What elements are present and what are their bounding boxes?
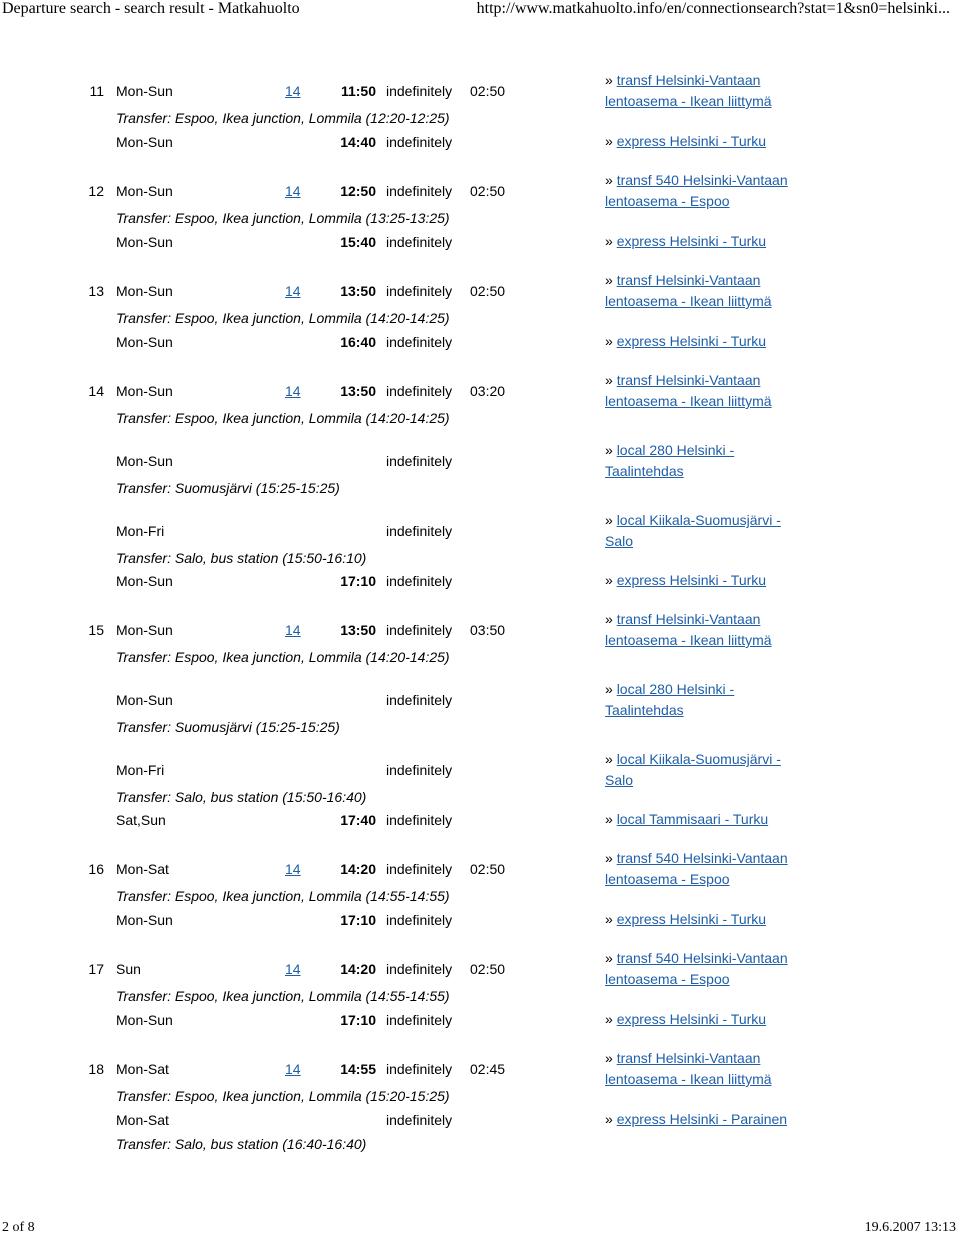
connection-number: 12 — [88, 183, 104, 199]
departure-time: 17:10 — [340, 1012, 376, 1028]
transfer-note: Transfer: Espoo, Ikea junction, Lommila (12:20-12:25) — [116, 110, 450, 126]
validity: indefinitely — [386, 573, 453, 589]
destination-cell — [605, 749, 781, 791]
destination-link[interactable]: express Helsinki - Turku — [616, 333, 767, 349]
travel-duration: 02:50 — [470, 961, 506, 977]
operating-days: Mon-Sat — [116, 1061, 169, 1077]
destination-link[interactable]: transf 540 Helsinki-Vantaan — [616, 172, 788, 188]
validity: indefinitely — [386, 453, 453, 469]
destination-link[interactable]: transf Helsinki-Vantaan — [616, 1050, 761, 1066]
destination-cell — [605, 909, 766, 930]
raquo-icon: » — [605, 850, 617, 866]
transfer-note: Transfer: Espoo, Ikea junction, Lommila (14:20-14:25) — [116, 310, 450, 326]
transfer-note: Transfer: Espoo, Ikea junction, Lommila (14:55-14:55) — [116, 888, 450, 904]
destination-link-continued[interactable]: lentoasema - Espoo — [605, 871, 730, 887]
operating-days: Mon-Sat — [116, 861, 169, 877]
validity: indefinitely — [386, 234, 453, 250]
validity: indefinitely — [386, 861, 453, 877]
validity: indefinitely — [386, 283, 453, 299]
travel-duration: 02:45 — [470, 1061, 506, 1077]
validity: indefinitely — [386, 961, 453, 977]
validity: indefinitely — [386, 1061, 453, 1077]
validity: indefinitely — [386, 1112, 453, 1128]
raquo-icon: » — [605, 611, 617, 627]
operating-days: Mon-Sun — [116, 83, 173, 99]
raquo-icon: » — [605, 72, 617, 88]
validity: indefinitely — [386, 912, 453, 928]
destination-link-continued[interactable]: lentoasema - Espoo — [605, 193, 730, 209]
raquo-icon: » — [605, 1111, 617, 1127]
operating-days: Mon-Sun — [116, 573, 173, 589]
raquo-icon: » — [605, 512, 617, 528]
destination-link[interactable]: express Helsinki - Turku — [616, 572, 767, 588]
destination-cell — [605, 131, 766, 152]
departure-time: 12:50 — [340, 183, 376, 199]
destination-link-continued[interactable]: Taalintehdas — [605, 463, 684, 479]
destination-link[interactable]: transf Helsinki-Vantaan — [616, 611, 761, 627]
destination-cell — [605, 948, 788, 990]
operating-days: Mon-Sun — [116, 622, 173, 638]
connection-number: 18 — [88, 1061, 104, 1077]
destination-link[interactable]: express Helsinki - Turku — [616, 133, 767, 149]
raquo-icon: » — [605, 811, 617, 827]
operating-days: Mon-Sun — [116, 283, 173, 299]
travel-duration: 02:50 — [470, 83, 506, 99]
departure-time: 15:40 — [340, 234, 376, 250]
transfer-note: Transfer: Espoo, Ikea junction, Lommila (14:55-14:55) — [116, 988, 450, 1004]
operating-days: Mon-Fri — [116, 523, 165, 539]
route-link[interactable]: 14 — [285, 183, 301, 199]
destination-link-continued[interactable]: lentoasema - Ikean liittymä — [605, 393, 772, 409]
departure-time: 14:55 — [340, 1061, 376, 1077]
departure-time: 14:20 — [340, 961, 376, 977]
departure-time: 14:40 — [340, 134, 376, 150]
departure-time: 13:50 — [340, 383, 376, 399]
departure-time: 11:50 — [340, 83, 376, 99]
raquo-icon: » — [605, 372, 617, 388]
transfer-note: Transfer: Espoo, Ikea junction, Lommila (15:20-15:25) — [116, 1088, 450, 1104]
destination-link[interactable]: local Kiikala-Suomusjärvi - — [616, 751, 781, 767]
destination-cell — [605, 1009, 766, 1030]
destination-link-continued[interactable]: Salo — [605, 772, 634, 788]
operating-days: Mon-Sun — [116, 692, 173, 708]
validity: indefinitely — [386, 762, 453, 778]
transfer-note: Transfer: Salo, bus station (15:50-16:40) — [116, 789, 367, 805]
destination-cell — [605, 231, 766, 252]
raquo-icon: » — [605, 233, 617, 249]
print-header — [0, 0, 960, 22]
operating-days: Sat,Sun — [116, 812, 166, 828]
transfer-note: Transfer: Suomusjärvi (15:25-15:25) — [116, 719, 340, 735]
destination-cell — [605, 510, 781, 552]
raquo-icon: » — [605, 1050, 617, 1066]
transfer-note: Transfer: Salo, bus station (16:40-16:40) — [116, 1136, 367, 1152]
operating-days: Mon-Sun — [116, 134, 173, 150]
route-link[interactable]: 14 — [285, 861, 301, 877]
transfer-note: Transfer: Suomusjärvi (15:25-15:25) — [116, 480, 340, 496]
route-link[interactable]: 14 — [285, 383, 301, 399]
connection-number: 15 — [88, 622, 104, 638]
destination-link-continued[interactable]: lentoasema - Ikean liittymä — [605, 1071, 772, 1087]
travel-duration: 02:50 — [470, 283, 506, 299]
departure-time: 13:50 — [340, 622, 376, 638]
transfer-note: Transfer: Espoo, Ikea junction, Lommila (14:20-14:25) — [116, 649, 450, 665]
destination-link[interactable]: express Helsinki - Turku — [616, 1011, 767, 1027]
operating-days: Mon-Sun — [116, 234, 173, 250]
destination-link[interactable]: transf 540 Helsinki-Vantaan — [616, 850, 788, 866]
route-link[interactable]: 14 — [285, 1061, 301, 1077]
print-footer — [0, 1220, 960, 1238]
operating-days: Mon-Sun — [116, 383, 173, 399]
destination-link-continued[interactable]: lentoasema - Ikean liittymä — [605, 632, 772, 648]
raquo-icon: » — [605, 272, 617, 288]
page-title: Departure search - search result - Matkahuolto — [2, 0, 300, 17]
destination-link[interactable]: transf Helsinki-Vantaan — [616, 72, 761, 88]
raquo-icon: » — [605, 681, 617, 697]
travel-duration: 02:50 — [470, 183, 506, 199]
operating-days: Mon-Sun — [116, 183, 173, 199]
destination-cell — [605, 331, 766, 352]
operating-days: Mon-Sat — [116, 1112, 169, 1128]
raquo-icon: » — [605, 751, 617, 767]
destination-cell — [605, 170, 788, 212]
destination-link[interactable]: express Helsinki - Turku — [616, 233, 767, 249]
destination-link-continued[interactable]: Taalintehdas — [605, 702, 684, 718]
transfer-note: Transfer: Espoo, Ikea junction, Lommila (13:25-13:25) — [116, 210, 450, 226]
page-number: 2 of 8 — [2, 1220, 35, 1235]
validity: indefinitely — [386, 1012, 453, 1028]
departure-time: 17:10 — [340, 573, 376, 589]
raquo-icon: » — [605, 572, 617, 588]
print-datetime: 19.6.2007 13:13 — [864, 1220, 956, 1235]
destination-cell — [605, 809, 768, 830]
destination-link[interactable]: local Tammisaari - Turku — [616, 811, 769, 827]
destination-cell — [605, 1109, 787, 1130]
validity: indefinitely — [386, 334, 453, 350]
route-link[interactable]: 14 — [285, 83, 301, 99]
connection-number: 13 — [88, 283, 104, 299]
destination-link-continued[interactable]: Salo — [605, 533, 634, 549]
departure-time: 13:50 — [340, 283, 376, 299]
operating-days: Mon-Sun — [116, 453, 173, 469]
validity: indefinitely — [386, 183, 453, 199]
departure-time: 17:40 — [340, 812, 376, 828]
connection-number: 17 — [88, 961, 104, 977]
destination-cell — [605, 848, 788, 890]
validity: indefinitely — [386, 622, 453, 638]
route-link[interactable]: 14 — [285, 622, 301, 638]
travel-duration: 03:20 — [470, 383, 506, 399]
destination-link[interactable]: transf 540 Helsinki-Vantaan — [616, 950, 788, 966]
connection-number: 11 — [89, 83, 104, 99]
raquo-icon: » — [605, 133, 617, 149]
connection-number: 14 — [88, 383, 104, 399]
destination-link-continued[interactable]: lentoasema - Espoo — [605, 971, 730, 987]
destination-link[interactable]: local 280 Helsinki - — [616, 681, 735, 697]
validity: indefinitely — [386, 134, 453, 150]
departure-time: 17:10 — [340, 912, 376, 928]
destination-link[interactable]: local Kiikala-Suomusjärvi - — [616, 512, 781, 528]
destination-cell — [605, 609, 772, 651]
validity: indefinitely — [386, 812, 453, 828]
destination-link[interactable]: local 280 Helsinki - — [616, 442, 735, 458]
route-link[interactable]: 14 — [285, 283, 301, 299]
connection-number: 16 — [88, 861, 104, 877]
page-url: http://www.matkahuolto.info/en/connectionsearch?stat=1&sn0=helsinki... — [476, 0, 950, 17]
transfer-note: Transfer: Espoo, Ikea junction, Lommila (14:20-14:25) — [116, 410, 450, 426]
validity: indefinitely — [386, 692, 453, 708]
raquo-icon: » — [605, 1011, 617, 1027]
destination-link[interactable]: express Helsinki - Turku — [616, 911, 767, 927]
operating-days: Mon-Sun — [116, 1012, 173, 1028]
validity: indefinitely — [386, 383, 453, 399]
route-link[interactable]: 14 — [285, 961, 301, 977]
destination-link-continued[interactable]: lentoasema - Ikean liittymä — [605, 93, 772, 109]
validity: indefinitely — [386, 83, 453, 99]
destination-link[interactable]: express Helsinki - Parainen — [616, 1111, 788, 1127]
operating-days: Mon-Fri — [116, 762, 165, 778]
transfer-note: Transfer: Salo, bus station (15:50-16:10) — [116, 550, 367, 566]
raquo-icon: » — [605, 442, 617, 458]
destination-link-continued[interactable]: lentoasema - Ikean liittymä — [605, 293, 772, 309]
destination-cell — [605, 270, 772, 312]
destination-cell — [605, 570, 766, 591]
travel-duration: 03:50 — [470, 622, 506, 638]
departure-time: 14:20 — [340, 861, 376, 877]
operating-days: Sun — [116, 961, 141, 977]
operating-days: Mon-Sun — [116, 912, 173, 928]
destination-link[interactable]: transf Helsinki-Vantaan — [616, 372, 761, 388]
raquo-icon: » — [605, 172, 617, 188]
travel-duration: 02:50 — [470, 861, 506, 877]
destination-cell — [605, 370, 772, 412]
validity: indefinitely — [386, 523, 453, 539]
raquo-icon: » — [605, 333, 617, 349]
destination-cell — [605, 1048, 772, 1090]
raquo-icon: » — [605, 950, 617, 966]
operating-days: Mon-Sun — [116, 334, 173, 350]
departure-time: 16:40 — [340, 334, 376, 350]
destination-link[interactable]: transf Helsinki-Vantaan — [616, 272, 761, 288]
raquo-icon: » — [605, 911, 617, 927]
destination-cell — [605, 440, 734, 482]
destination-cell — [605, 679, 734, 721]
destination-cell — [605, 70, 772, 112]
